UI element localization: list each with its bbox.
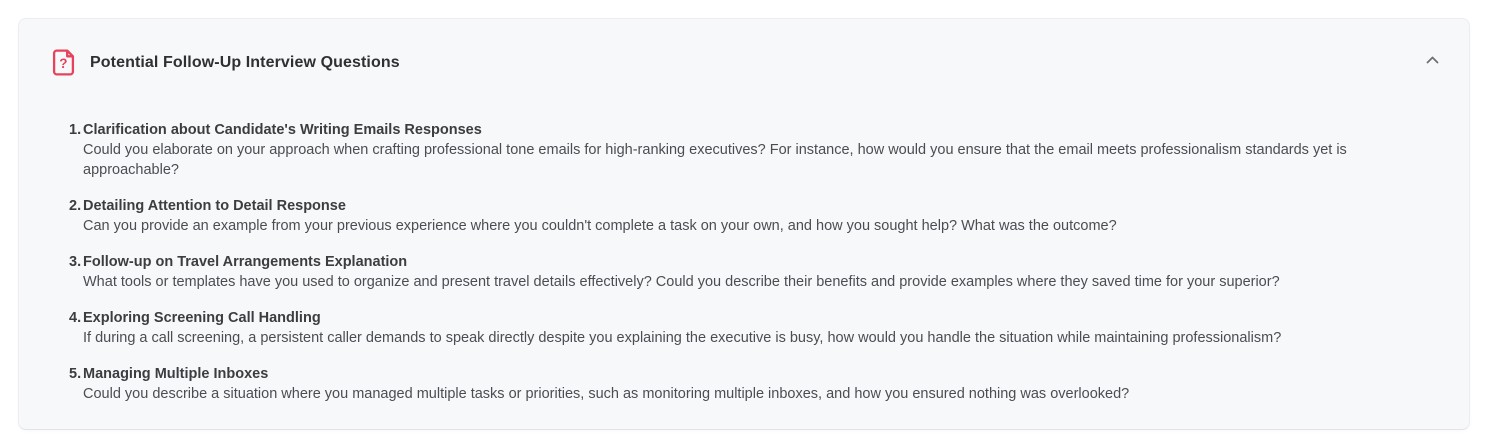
question-item (69, 308, 1433, 348)
question-title: Exploring Screening Call Handling (83, 310, 321, 326)
question-item (69, 120, 1433, 180)
question-number: 5. (69, 366, 82, 382)
question-text: If during a call screening, a persistent caller demands to speak directly despite you explaining the executive is busy, how would you handle the situation while maintaining professionalism? (83, 330, 1282, 346)
question-number: 3. (69, 254, 82, 270)
question-text: Can you provide an example from your previous experience where you couldn't complete a task on your own, and how you sought help? What was the outcome? (83, 218, 1117, 234)
question-text: What tools or templates have you used to organize and present travel details effectively? Could you describe their benefits and provide examples where they saved time for your superior? (83, 274, 1280, 290)
question-text: Could you describe a situation where you managed multiple tasks or priorities, such as monitoring multiple inboxes, and how you ensured nothing was overlooked? (83, 386, 1130, 402)
question-number: 4. (69, 310, 82, 326)
question-title: Follow-up on Travel Arrangements Explanation (83, 254, 408, 270)
page-title: Potential Follow-Up Interview Questions (90, 53, 400, 71)
question-number: 1. (69, 122, 82, 138)
section-header[interactable] (51, 49, 1433, 76)
question-list (51, 120, 1433, 404)
question-item (69, 364, 1433, 404)
chevron-up-icon (1424, 52, 1441, 69)
question-item (69, 252, 1433, 292)
follow-up-questions-card (18, 18, 1470, 430)
question-title: Clarification about Candidate's Writing Emails Responses (83, 122, 482, 138)
question-number: 2. (69, 198, 82, 214)
collapse-button[interactable] (1423, 51, 1441, 69)
question-text: Could you elaborate on your approach when crafting professional tone emails for high-ranking executives? For instance, how would you ensure that the email meets professionalism standards yet is approachable? (83, 142, 1347, 178)
question-title: Managing Multiple Inboxes (83, 366, 269, 382)
question-title: Detailing Attention to Detail Response (83, 198, 346, 214)
question-document-icon (51, 49, 76, 76)
svg-text:?: ? (59, 56, 68, 71)
question-item (69, 196, 1433, 236)
